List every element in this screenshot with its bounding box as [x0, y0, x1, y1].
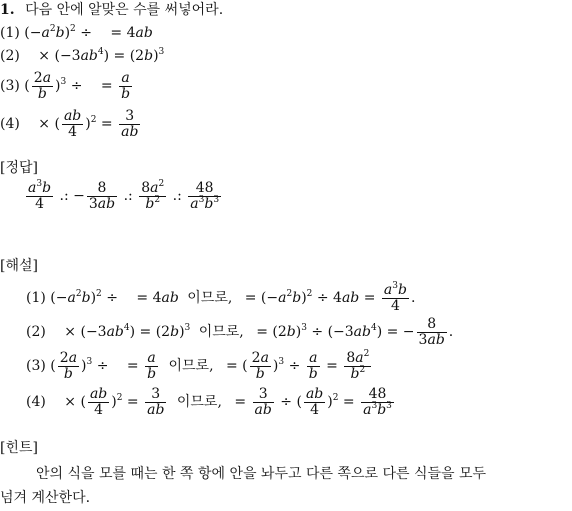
problem-item-1: [0, 25, 153, 41]
item-label: (4): [26, 394, 46, 410]
since-text: 이므로,: [176, 394, 222, 410]
explanation-item-4: (4) × ( $\frac{ab}{4}$ )$^2$ = $\frac{3}{ab}$ 이므로, = $\frac{3}{ab}$ ÷ ( $\frac{ab}{4}$ )$^2$ = $\frac{48}{a^3b^3}$: [26, 385, 392, 418]
item-equation: × $(-3ab^4) = (2b)^3$: [38, 47, 165, 64]
since-text: 이므로,: [187, 290, 233, 306]
problem-item-4: [0, 106, 142, 142]
explanation-item-1: (1) $(-a^2b)^2$ ÷ = 4ab 이므로, = $(-a^2b)^2 \div 4ab$ = $\frac{a^3b}{4}$ .: [26, 280, 416, 314]
problem-item-3: [0, 68, 134, 104]
hint-line-2: 넘겨 계산한다.: [0, 490, 91, 506]
problem-number: 1.: [0, 2, 15, 18]
since-text: 이므로,: [198, 324, 244, 340]
item-label: (1): [0, 25, 20, 41]
item-label: (4): [0, 116, 20, 132]
item-label: (3): [0, 78, 20, 94]
since-text: 이므로,: [168, 358, 214, 374]
answer-sep: .:: [59, 188, 69, 204]
problem-instruction: 다음 안에 알맞은 수를 써넣어라.: [25, 2, 224, 18]
item-label: (1): [26, 290, 46, 306]
problem-item-2: [0, 48, 164, 64]
hint-heading: [힌트]: [0, 440, 38, 456]
answer-sep: .:: [123, 188, 133, 204]
item-label: (2): [0, 48, 20, 64]
explanation-heading: [해설]: [0, 258, 38, 274]
answer-heading: [정답]: [0, 160, 38, 176]
problem-header: [0, 2, 223, 18]
item-label: (3): [26, 358, 46, 374]
item-equation: $(-a^2b)^2$ ÷ = 4ab: [24, 24, 153, 41]
item-equation: ( $\frac{2a}{b}$ )$^3$ ÷ = $\frac{a}{b}$: [24, 69, 131, 102]
answer-values: $\frac{a^3b}{4}$ .: − $\frac{8}{3ab}$ .: $\frac{8a^2}{b^2}$ .: $\frac{48}{a^3b^3}$: [28, 178, 220, 212]
item-label: (2): [26, 324, 46, 340]
item-equation: × ( $\frac{ab}{4}$ )$^2$ = $\frac{3}{ab}$: [38, 107, 139, 140]
explanation-item-3: (3) ( $\frac{2a}{b}$ )$^3$ ÷ = $\frac{a}{b}$ 이므로, = ( $\frac{2a}{b}$ )$^3$ ÷ $\frac{a}{b}$ = $\frac{8a^2}{b^2}$: [26, 348, 370, 382]
answer-sep: .:: [172, 188, 182, 204]
explanation-item-2: $(2) \times (-3ab^4) = (2b)^3$ 이므로, = $(2b)^3 \div (-3ab^4)$ = − $\frac{8}{3ab}$ .: [26, 315, 454, 348]
hint-line-1: 안의 식을 모를 때는 한 쪽 항에 안을 놔두고 다른 쪽으로 다른 식들을 모두: [36, 466, 487, 482]
